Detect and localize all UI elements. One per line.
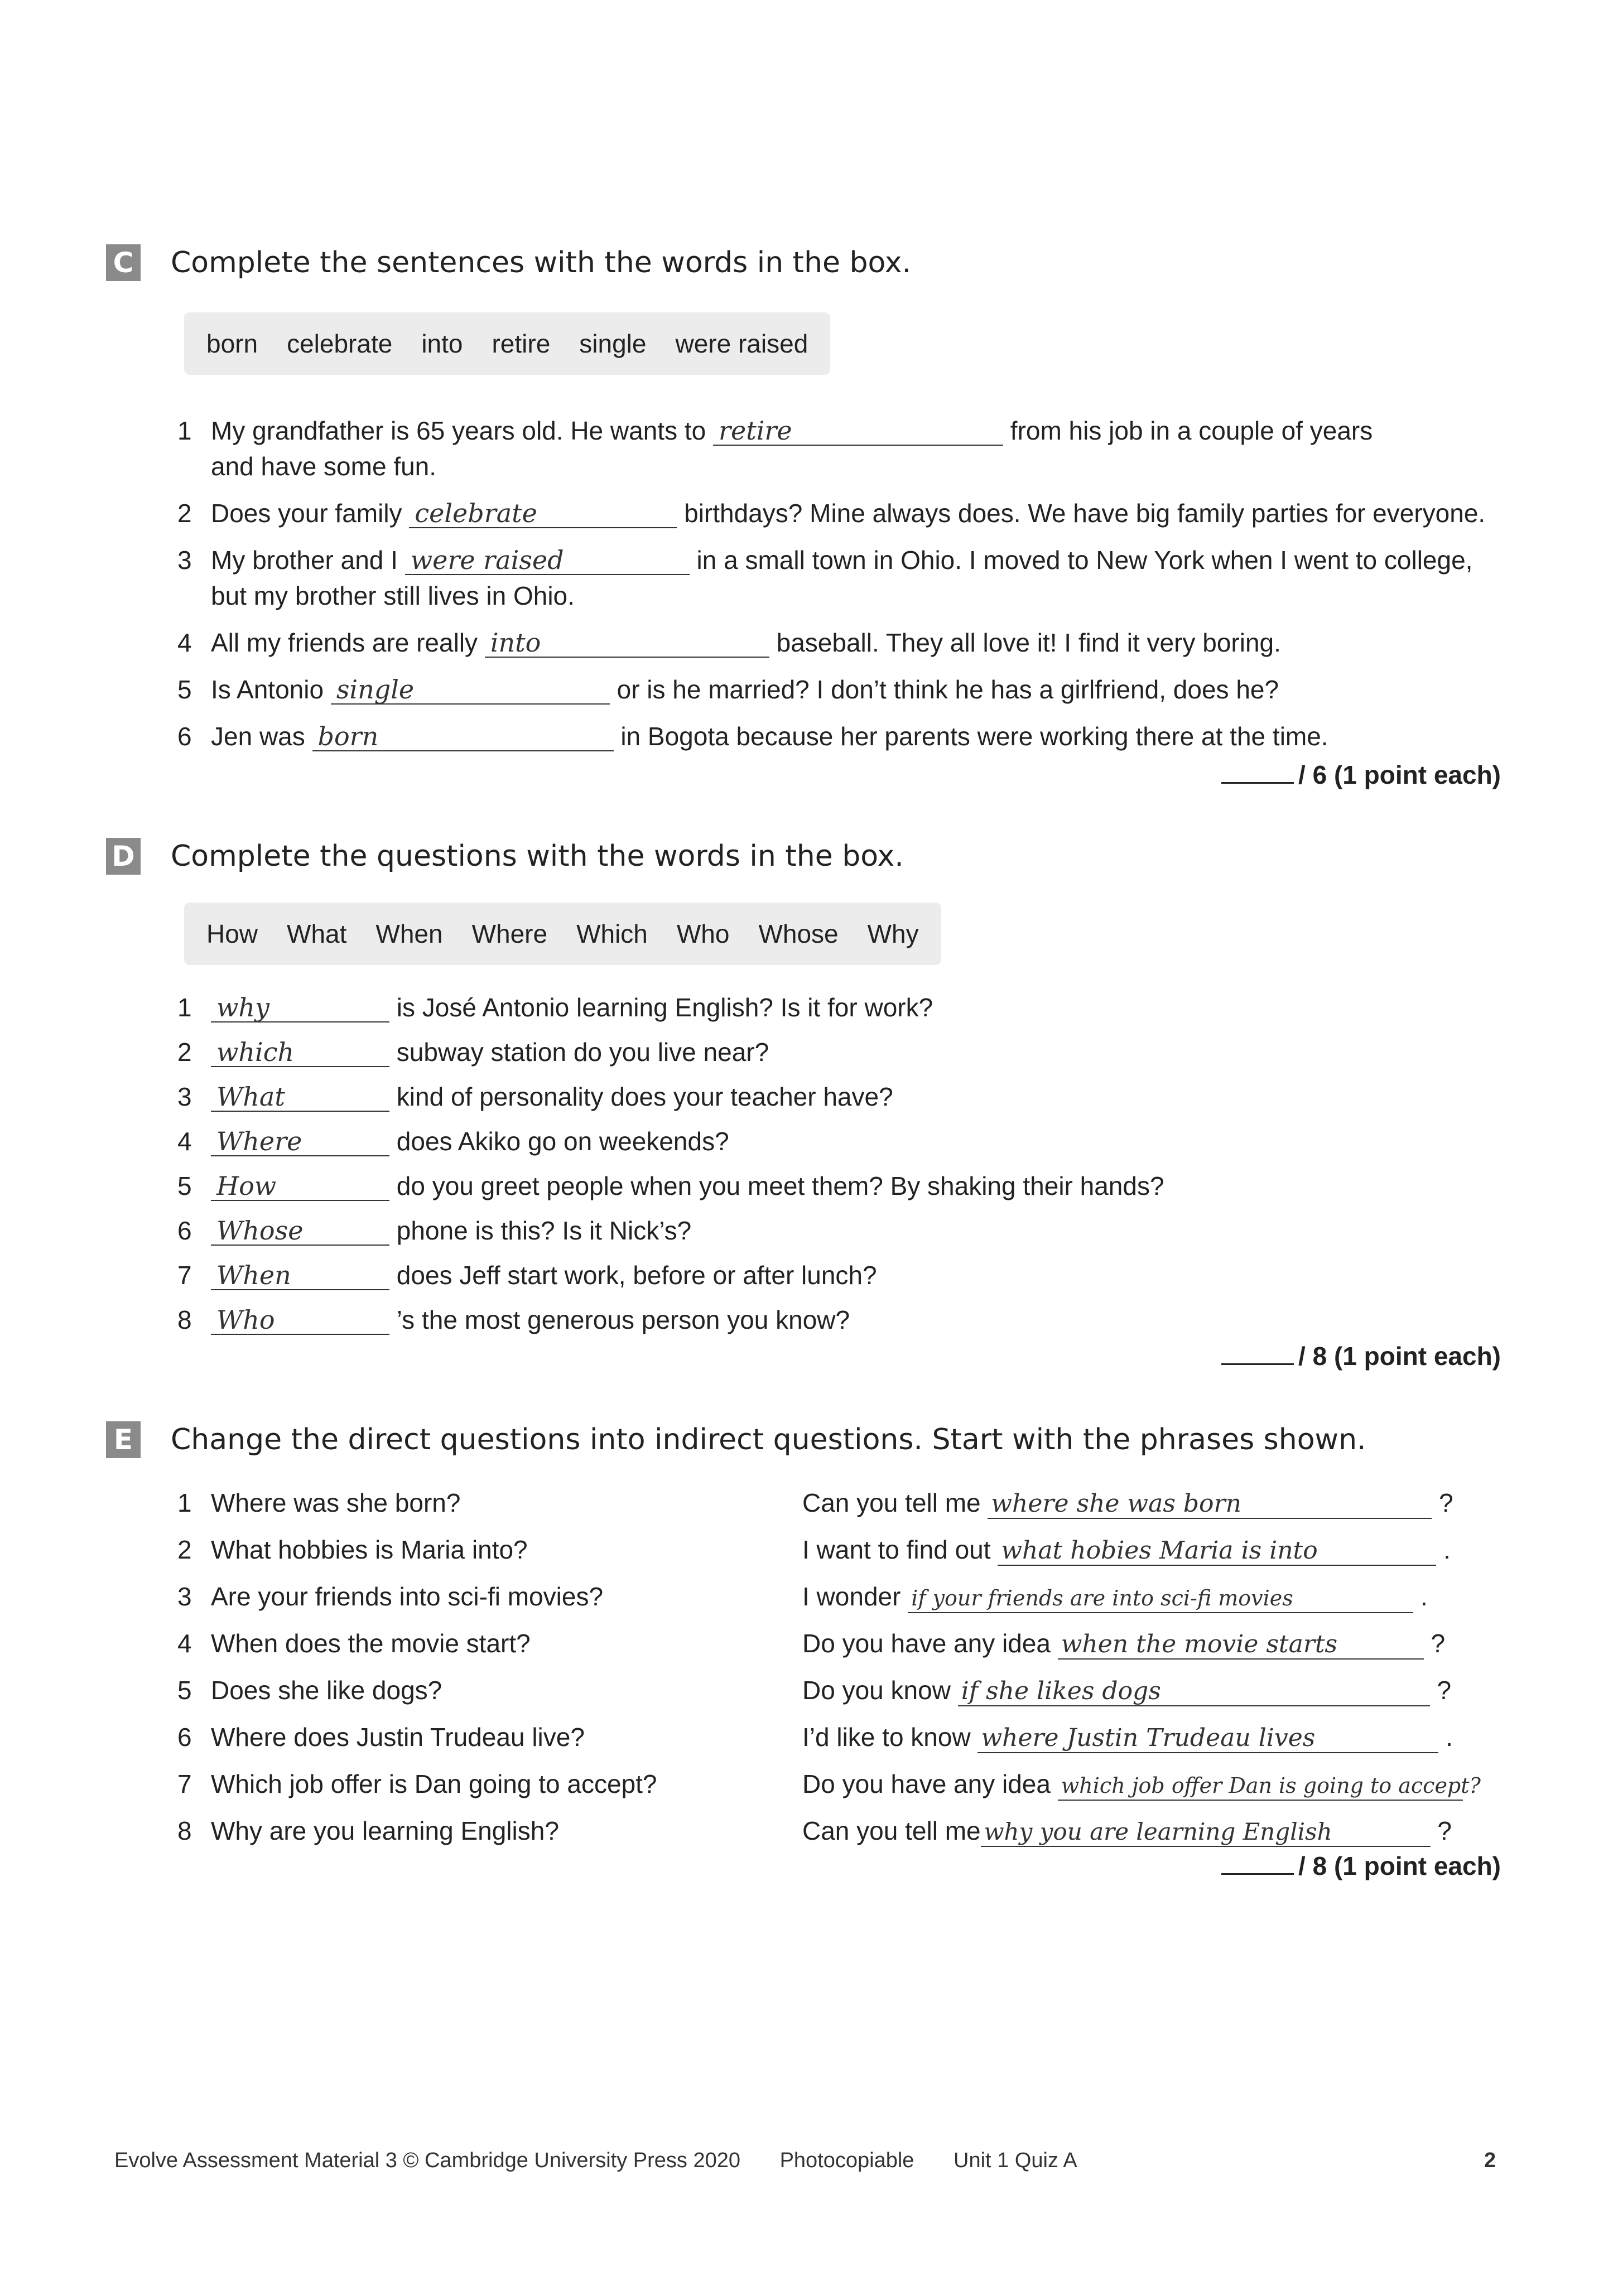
answer-field[interactable]: if your friends are into sci-fi movies xyxy=(908,1584,1413,1613)
page-number: 2 xyxy=(1484,2149,1496,2172)
section-e-header xyxy=(106,1421,1366,1458)
word-box-item: When xyxy=(375,919,443,948)
indirect-question: Do you have any idea when the movie starts ? xyxy=(802,1629,1446,1658)
footer-source: Evolve Assessment Material 3 © Cambridge University Press 2020 xyxy=(114,2149,741,2172)
answer-field[interactable]: were raised xyxy=(405,546,690,575)
section-c-letter: C xyxy=(106,244,141,281)
direct-question: 7 Which job offer is Dan going to accept? xyxy=(177,1769,657,1798)
section-d-instruction: Complete the questions with the words in the box. xyxy=(171,840,904,873)
score-blank[interactable] xyxy=(1221,782,1294,784)
word-box-item: were raised xyxy=(675,329,808,358)
indirect-question: I’d like to know where Justin Trudeau lives . xyxy=(802,1723,1453,1752)
page-footer xyxy=(114,2149,1111,2173)
exercise-item: 2 Does your family celebrate birthdays? Mine always does. We have big family parties for everyone. xyxy=(177,498,1486,528)
answer-field[interactable]: celebrate xyxy=(409,499,677,528)
direct-question: 1 Where was she born? xyxy=(177,1488,461,1517)
exercise-item-continuation: and have some fun. xyxy=(211,452,437,481)
section-e-instruction: Change the direct questions into indirect questions. Start with the phrases shown. xyxy=(171,1423,1366,1456)
answer-field[interactable]: Who xyxy=(211,1306,389,1335)
section-d-score: / 8 (1 point each) xyxy=(1221,1341,1501,1371)
exercise-item: 6 Jen was born in Bogota because her parents were working there at the time. xyxy=(177,721,1328,751)
exercise-item: 1 My grandfather is 65 years old. He wants to retire from his job in a couple of years xyxy=(177,416,1373,446)
exercise-item: 4 All my friends are really into baseball. They all love it! I find it very boring. xyxy=(177,628,1281,658)
exercise-item: 6 Whose phone is this? Is it Nick’s? xyxy=(177,1215,692,1246)
exercise-item: 1 why is José Antonio learning English? Is it for work? xyxy=(177,992,933,1022)
direct-question: 2 What hobbies is Maria into? xyxy=(177,1535,528,1564)
answer-field[interactable]: single xyxy=(331,676,610,705)
indirect-question: Do you have any idea which job offer Dan is going to accept? xyxy=(802,1768,1463,1801)
exercise-item: 4 Where does Akiko go on weekends? xyxy=(177,1126,729,1156)
word-box-item: What xyxy=(287,919,347,948)
word-box-item: single xyxy=(579,329,647,358)
word-box-item: Where xyxy=(471,919,548,948)
answer-field[interactable]: into xyxy=(485,629,769,658)
answer-field[interactable]: when the movie starts xyxy=(1058,1631,1424,1660)
section-c-score: / 6 (1 point each) xyxy=(1221,760,1501,790)
exercise-item: 5 How do you greet people when you meet them? By shaking their hands? xyxy=(177,1171,1164,1201)
score-blank[interactable] xyxy=(1221,1363,1294,1365)
indirect-question: I wonder if your friends are into sci-fi movies . xyxy=(802,1581,1428,1613)
answer-field[interactable]: What xyxy=(211,1083,389,1112)
section-c-instruction: Complete the sentences with the words in the box. xyxy=(171,246,912,279)
direct-question: 8 Why are you learning English? xyxy=(177,1816,559,1845)
word-box-item: into xyxy=(421,329,463,358)
word-box-item: Whose xyxy=(758,919,839,948)
section-d-header xyxy=(106,838,904,875)
section-d-letter: D xyxy=(106,838,141,875)
indirect-question: Do you know if she likes dogs ? xyxy=(802,1676,1452,1705)
answer-field[interactable]: why xyxy=(211,993,389,1022)
section-d-word-box xyxy=(184,903,941,965)
answer-field[interactable]: retire xyxy=(713,417,1003,446)
word-box-item: Who xyxy=(676,919,730,948)
answer-field[interactable]: When xyxy=(211,1261,389,1290)
section-e-score: / 8 (1 point each) xyxy=(1221,1851,1501,1881)
exercise-item: 2 which subway station do you live near? xyxy=(177,1037,769,1067)
direct-question: 3 Are your friends into sci-fi movies? xyxy=(177,1582,604,1611)
exercise-item: 3 What kind of personality does your teacher have? xyxy=(177,1082,893,1112)
indirect-question: I want to find out what hobies Maria is into . xyxy=(802,1535,1451,1565)
answer-field[interactable]: Where xyxy=(211,1127,389,1156)
direct-question: 5 Does she like dogs? xyxy=(177,1676,442,1705)
answer-field[interactable]: what hobies Maria is into xyxy=(998,1537,1436,1566)
answer-field[interactable]: Whose xyxy=(211,1217,389,1246)
section-e-letter: E xyxy=(106,1421,141,1458)
answer-field[interactable]: How xyxy=(211,1172,389,1201)
exercise-item: 3 My brother and I were raised in a small town in Ohio. I moved to New York when I went to college, xyxy=(177,545,1473,575)
exercise-item: 8 Who ’s the most generous person you know? xyxy=(177,1305,850,1335)
answer-field[interactable]: which job offer Dan is going to accept? xyxy=(1058,1772,1463,1801)
answer-field[interactable]: if she likes dogs xyxy=(958,1677,1430,1706)
answer-field[interactable]: where she was born xyxy=(988,1490,1432,1519)
word-box-item: Why xyxy=(867,919,919,948)
word-box-item: celebrate xyxy=(287,329,393,358)
answer-field[interactable]: born xyxy=(312,722,614,751)
answer-field[interactable]: where Justin Trudeau lives xyxy=(977,1724,1438,1753)
exercise-item: 7 When does Jeff start work, before or after lunch? xyxy=(177,1260,877,1290)
section-c-header xyxy=(106,244,911,281)
footer-unit: Unit 1 Quiz A xyxy=(954,2149,1077,2172)
word-box-item: How xyxy=(206,919,258,948)
section-c-word-box xyxy=(184,312,830,375)
exercise-item: 5 Is Antonio single or is he married? I don’t think he has a girlfriend, does he? xyxy=(177,674,1279,705)
direct-question: 4 When does the movie start? xyxy=(177,1629,531,1658)
answer-field[interactable]: why you are learning English xyxy=(981,1818,1431,1847)
answer-field[interactable]: which xyxy=(211,1038,389,1067)
word-box-item: retire xyxy=(492,329,551,358)
indirect-question: Can you tell me where she was born ? xyxy=(802,1488,1453,1518)
direct-question: 6 Where does Justin Trudeau live? xyxy=(177,1723,585,1752)
indirect-question: Can you tell me why you are learning English ? xyxy=(802,1815,1452,1847)
footer-photocopiable: Photocopiable xyxy=(779,2149,914,2172)
exercise-item-continuation: but my brother still lives in Ohio. xyxy=(211,581,575,610)
score-blank[interactable] xyxy=(1221,1873,1294,1875)
word-box-item: Which xyxy=(576,919,648,948)
word-box-item: born xyxy=(206,329,258,358)
